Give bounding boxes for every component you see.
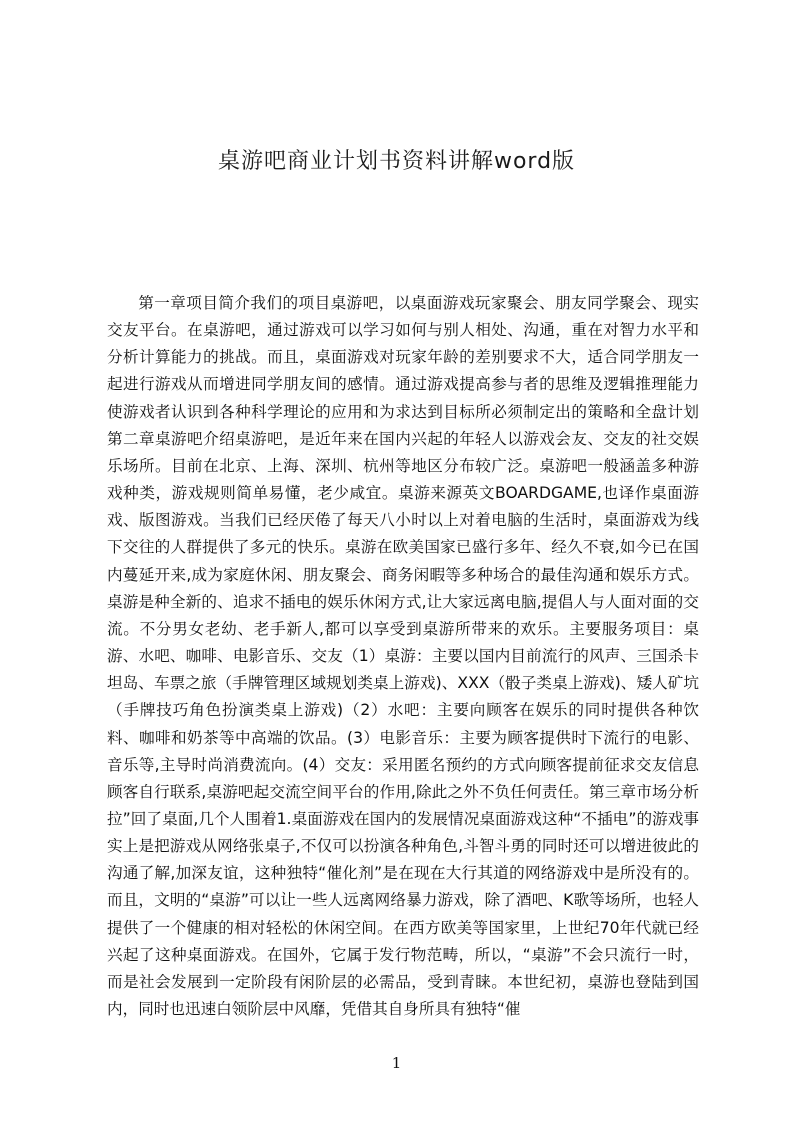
page-number: 1 [391,1054,402,1072]
body-paragraph: 第一章项目简介我们的项目桌游吧，以桌面游戏玩家聚会、朋友同学聚会、现实交友平台。在桌游吧，通过游戏可以学习如何与别人相处、沟通，重在对智力水平和分析计算能力的挑战。而且，桌面游戏对玩家年龄的差别要求不大，适合同学朋友一起进行游戏从而增进同学朋友间的感情。通过游戏提高参与者的思维及逻辑推理能力使游戏者认识到各种科学理论的应用和为求达到目标所必须制定出的策略和全盘计划第二章桌游吧介绍桌游吧，是近年来在国内兴起的年轻人以游戏会友、交友的社交娱乐场所。目前在北京、上海、深圳、杭州等地区分布较广泛。桌游吧一般涵盖多种游戏种类，游戏规则简单易懂，老少咸宜。桌游来源英文BOARDGAME,也译作桌面游戏、版图游戏。当我们已经厌倦了每天八小时以上对着电脑的生活时，桌面游戏为线下交往的人群提供了多元的快乐。桌游在欧美国家已盛行多年、经久不衰,如今已在国内蔓延开来,成为家庭休闲、朋友聚会、商务闲暇等多种场合的最佳沟通和娱乐方式。桌游是种全新的、追求不插电的娱乐休闲方式,让大家远离电脑,提倡人与人面对面的交流。不分男女老幼、老手新人,都可以享受到桌游所带来的欢乐。主要服务项目：桌游、水吧、咖啡、电影音乐、交友（1）桌游：主要以国内目前流行的风声、三国杀卡坦岛、车票之旅（手牌管理区域规划类桌上游戏)、XXX（骰子类桌上游戏)、矮人矿坑（手牌技巧角色扮演类桌上游戏)（2）水吧：主要向顾客在娱乐的同时提供各种饮料、咖啡和奶茶等中高端的饮品。(3）电影音乐：主要为顾客提供时下流行的电影、音乐等,主导时尚消费流向。(4）交友：采用匿名预约的方式向顾客提前征求交友信息顾客自行联系,桌游吧起交流空间平台的作用,除此之外不负任何责任。第三章市场分析拉”回了桌面,几个人围着1.桌面游戏在国内的发展情况桌面游戏这种“不插电”的游戏事实上是把游戏从网络张桌子,不仅可以扮演各种角色,斗智斗勇的同时还可以增进彼此的沟通了解,加深友谊，这种独特“催化剂”是在现在大行其道的网络游戏中是所没有的。而且，文明的“桌游”可以让一些人远离网络暴力游戏，除了酒吧、K歌等场所，也轻人提供了一个健康的相对轻松的休闲空间。在西方欧美等国家里，上世纪70年代就已经兴起了这种桌面游戏。在国外，它属于发行物范畴，所以，“桌游”不会只流行一时，而是社会发展到一定阶段有闲阶层的必需品，受到青睐。本世纪初，桌游也登陆到国内，同时也迅速白领阶层中风靡，凭借其自身所具有独特“催 [107,294,699,1019]
document-title: 桌游吧商业计划书资料讲解word版 [217,149,576,174]
